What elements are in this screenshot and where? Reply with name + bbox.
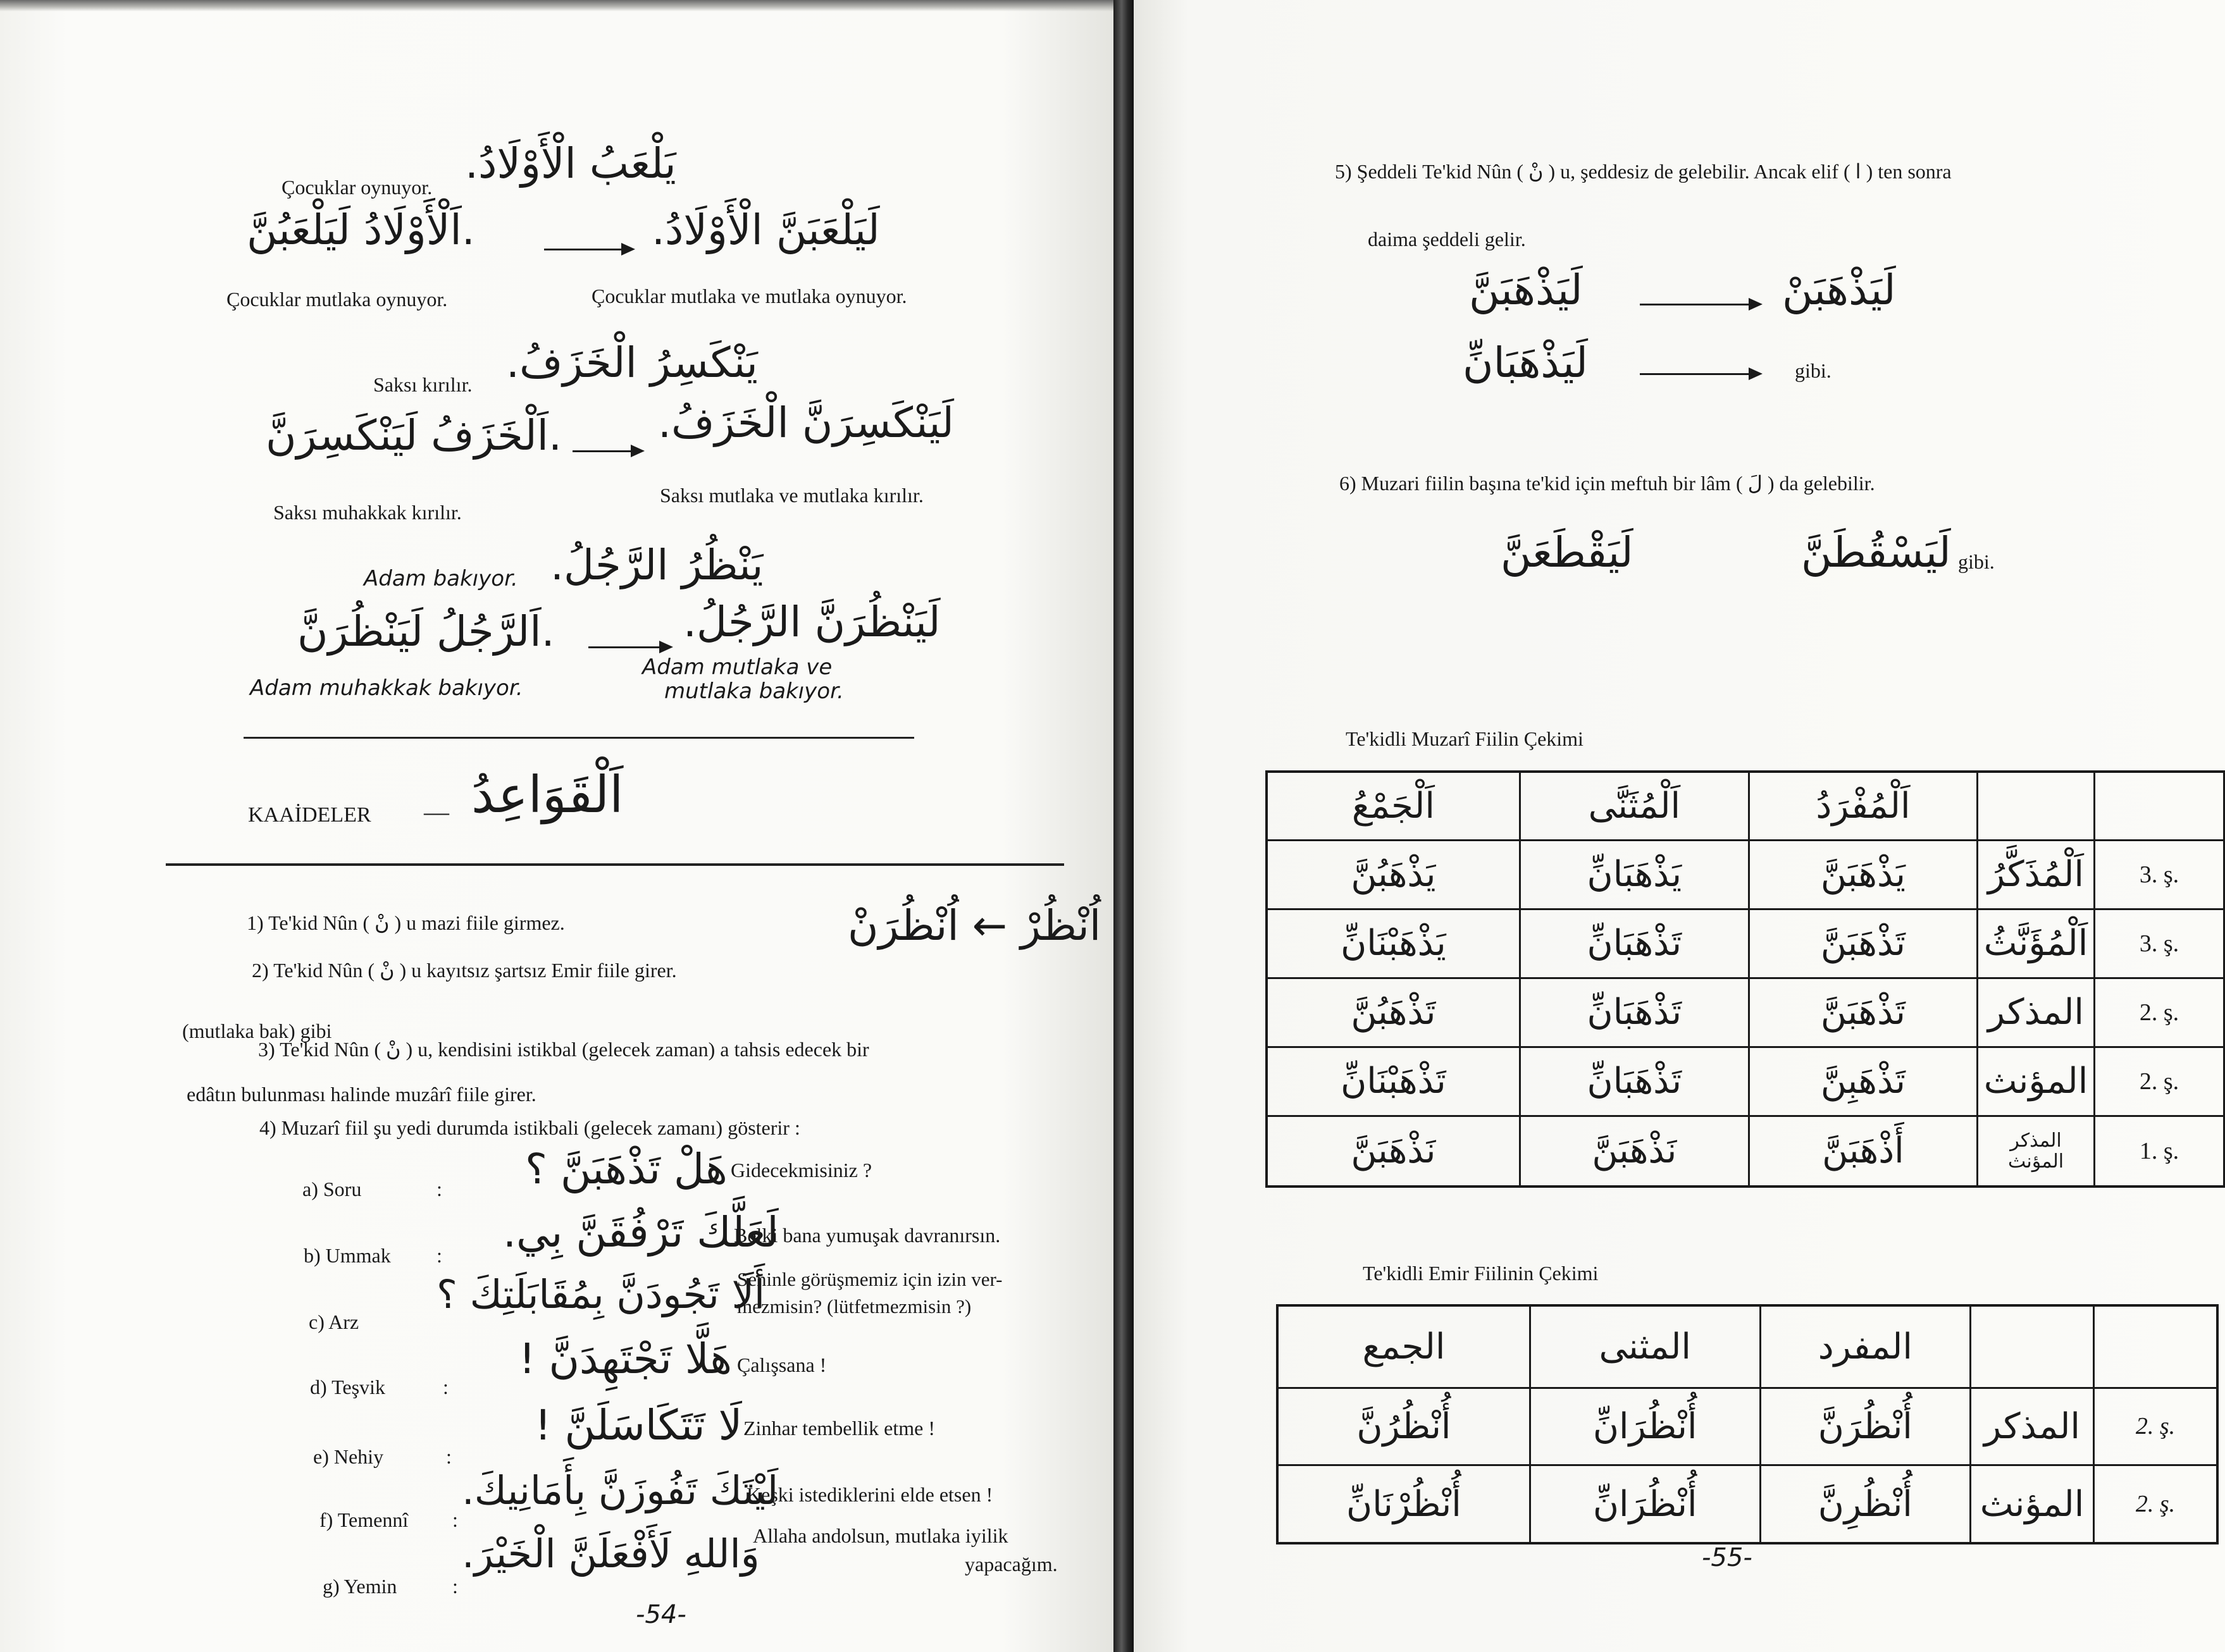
ex1-turkish-a: Çocuklar mutlaka ve mutlaka oynuyor. xyxy=(592,285,907,307)
header-muthanna: المثنى xyxy=(1530,1305,1760,1388)
rule-4: 4) Muzarî fiil şu yedi durumda istikbali (gelecek zamanı) gösterir : xyxy=(259,1116,800,1139)
cell-mufrad: تَذْهَبَنَّ xyxy=(1749,909,1977,978)
case-turkish: Keşki istediklerini elde etsen ! xyxy=(747,1483,993,1506)
rule5-example-left-2: لَيَذْهَبَانِّ xyxy=(1463,338,1588,387)
cell-muthanna: أُنْظُرَانِّ xyxy=(1530,1388,1760,1465)
section-heading-arabic: اَلْقَوَاعِدُ xyxy=(471,765,624,824)
case-label: a) Soru xyxy=(302,1178,362,1200)
ex1-arabic-emph-b: .اَلْأَوْلَادُ لَيَلْعَبُنَّ xyxy=(247,206,475,254)
header-mufrad: اَلْمُفْرَدُ xyxy=(1749,772,1977,840)
rule-2-example: اُنْظُرْ ← اُنْظُرَنْ xyxy=(848,901,1101,950)
table1-title: Te'kidli Muzarî Fiilin Çekimi xyxy=(1346,727,1584,750)
cell-jam: تَذْهَبْنَانِّ xyxy=(1267,1047,1520,1116)
ex1-turkish-plain: Çocuklar oynuyor. xyxy=(282,176,433,199)
ex2-turkish-a: Saksı mutlaka ve mutlaka kırılır. xyxy=(660,484,924,507)
ex3-arabic-emph-a: لَيَنْظُرَنَّ الرَّجُلُ. xyxy=(683,598,941,646)
right-page xyxy=(1134,0,2225,1652)
ex3-arrow xyxy=(588,646,671,648)
cell-person: 3. ş. xyxy=(2095,909,2225,978)
heading-dash: — xyxy=(424,798,449,826)
table-row xyxy=(1277,1388,2217,1465)
case-turkish-cont: mezmisin? (lütfetmezmisin ?) xyxy=(737,1295,972,1317)
ex2-arabic-emph-a: لَيَنْكَسِرَنَّ الْخَزَفُ. xyxy=(658,398,954,447)
table2-title: Te'kidli Emir Fiilinin Çekimi xyxy=(1363,1262,1599,1285)
rule-3-line2: edâtın bulunması halinde muzârî fiile girer. xyxy=(187,1083,536,1106)
rule-5-line1: 5) Şeddeli Te'kid Nûn ( نْ ) u, şeddesiz de gelebilir. Ancak elif ( ا ) ten sonra xyxy=(1335,160,1952,183)
header-empty xyxy=(1971,1305,2094,1388)
cell-muthanna: تَذْهَبَانِّ xyxy=(1520,978,1749,1047)
rule-1: 1) Te'kid Nûn ( نْ ) u mazi fiile girmez. xyxy=(247,911,565,934)
cell-jam: نَذْهَبَنَّ xyxy=(1267,1116,1520,1187)
rule-3-line1: 3) Te'kid Nûn ( نْ ) u, kendisini istikbal (gelecek zaman) a tahsis edecek bir xyxy=(258,1038,869,1061)
table-row xyxy=(1267,1116,2224,1187)
header-mufrad: المفرد xyxy=(1760,1305,1970,1388)
case-colon: : xyxy=(452,1575,458,1598)
case-arabic: هَلْ تَذْهَبَنَّ ؟ xyxy=(525,1145,728,1193)
header-jam: الجمع xyxy=(1277,1305,1530,1388)
cell-gender: اَلْمُؤَنَّثُ xyxy=(1978,909,2095,978)
cell-muthanna: تَذْهَبَانِّ xyxy=(1520,1047,1749,1116)
book-gutter xyxy=(1113,0,1134,1652)
ex2-turkish-b: Saksı muhakkak kırılır. xyxy=(273,501,462,524)
cell-person: 2. ş. xyxy=(2094,1465,2218,1543)
rule-2-cont: (mutlaka bak) gibi xyxy=(182,1020,332,1042)
table-row xyxy=(1267,840,2224,909)
rule5-example-left-1: لَيَذْهَبَنَّ xyxy=(1469,266,1583,314)
ex1-arrow xyxy=(544,249,633,250)
cell-muthanna: يَذْهَبَانِّ xyxy=(1520,840,1749,909)
rule6-gibi: gibi. xyxy=(1958,550,1995,573)
rule5-example-right: لَيَذْهَبَنْ xyxy=(1782,266,1896,314)
cell-muthanna: تَذْهَبَانِّ xyxy=(1520,909,1749,978)
ex1-arabic-emph-a: لَيَلْعَبَنَّ الْأَوْلَادُ. xyxy=(652,206,880,254)
cell-person: 2. ş. xyxy=(2095,978,2225,1047)
case-turkish: Gidecekmisiniz ? xyxy=(731,1159,872,1181)
cell-mufrad: أُنْظُرَنَّ xyxy=(1760,1388,1970,1465)
cell-muthanna: أُنْظُرَانِّ xyxy=(1530,1465,1760,1543)
section-divider-short xyxy=(244,737,914,739)
rule-5-line2: daima şeddeli gelir. xyxy=(1368,228,1526,250)
case-colon: : xyxy=(443,1376,449,1398)
case-turkish: Çalışsana ! xyxy=(737,1353,827,1376)
cell-person: 1. ş. xyxy=(2095,1116,2225,1187)
table-row xyxy=(1267,909,2224,978)
cell-gender: المؤنث xyxy=(1971,1465,2094,1543)
case-arabic: لَيْتَكَ تَفُوزَنَّ بِأَمَانِيكَ. xyxy=(462,1467,779,1513)
ex3-turkish-a-line2: mutlaka bakıyor. xyxy=(664,679,844,704)
case-arabic: هَلَّا تَجْتَهِدَنَّ ! xyxy=(519,1335,733,1383)
cell-person: 3. ş. xyxy=(2095,840,2225,909)
cell-mufrad: تَذْهَبِنَّ xyxy=(1749,1047,1977,1116)
case-colon: : xyxy=(437,1244,442,1267)
ex3-turkish-a-line1: Adam mutlaka ve xyxy=(642,655,833,680)
cell-gender: المذكر xyxy=(1978,978,2095,1047)
case-label: d) Teşvik xyxy=(310,1376,385,1398)
case-label: e) Nehiy xyxy=(313,1445,384,1468)
case-label: c) Arz xyxy=(309,1310,359,1333)
rule5-arrow-1 xyxy=(1640,304,1760,305)
page-number-left: -54- xyxy=(636,1600,686,1629)
cell-gender: المذكر المؤنث xyxy=(1978,1116,2095,1187)
case-colon: : xyxy=(446,1445,452,1468)
ex1-arabic-plain: يَلْعَبُ الْأَوْلَادُ. xyxy=(465,139,676,188)
rule5-arrow-2 xyxy=(1640,373,1760,375)
rule6-example-left: لَيَقْطَعَنَّ xyxy=(1501,528,1633,577)
rule-6: 6) Muzari fiilin başına te'kid için meftuh bir lâm ( لَ ) da gelebilir. xyxy=(1339,472,1875,495)
ex2-turkish-plain: Saksı kırılır. xyxy=(373,373,473,396)
section-divider-long xyxy=(166,863,1064,866)
table-row xyxy=(1267,978,2224,1047)
case-turkish: Belki bana yumuşak davranırsın. xyxy=(734,1224,1001,1247)
case-arabic: لَعَلَّكَ تَرْفُقَنَّ بِي. xyxy=(503,1208,779,1257)
cell-gender: المذكر xyxy=(1971,1388,2094,1465)
cell-gender: اَلْمُذَكَّرُ xyxy=(1978,840,2095,909)
cell-jam: يَذْهَبُنَّ xyxy=(1267,840,1520,909)
rule5-gibi: gibi. xyxy=(1795,359,1831,382)
tekidli-emir-table xyxy=(1276,1304,2219,1544)
case-arabic: لَا تَتَكَاسَلَنَّ ! xyxy=(535,1401,743,1450)
page-number-right: -55- xyxy=(1702,1543,1752,1572)
ex3-arabic-emph-b: .اَلرَّجُلُ لَيَنْظُرَنَّ xyxy=(297,607,555,656)
cell-muthanna: نَذْهَبَنَّ xyxy=(1520,1116,1749,1187)
ex2-arrow xyxy=(573,450,642,452)
case-turkish: Allaha andolsun, mutlaka iyilik xyxy=(753,1524,1008,1547)
cell-jam: يَذْهَبْنَانِّ xyxy=(1267,909,1520,978)
cell-person: 2. ş. xyxy=(2095,1047,2225,1116)
ex1-turkish-b: Çocuklar mutlaka oynuyor. xyxy=(226,288,448,311)
case-turkish-cont: yapacağım. xyxy=(965,1553,1058,1575)
cell-jam: أُنْظُرُنَّ xyxy=(1277,1388,1530,1465)
cell-mufrad: أُنْظُرِنَّ xyxy=(1760,1465,1970,1543)
header-empty xyxy=(1978,772,2095,840)
header-empty xyxy=(2095,772,2225,840)
ex2-arabic-plain: يَنْكَسِرُ الْخَزَفُ. xyxy=(506,338,758,387)
rule-2: 2) Te'kid Nûn ( نْ ) u kayıtsız şartsız Emir fiile girer. xyxy=(252,959,677,982)
header-jam: اَلْجَمْعُ xyxy=(1267,772,1520,840)
case-colon: : xyxy=(452,1508,458,1531)
ex2-arabic-emph-b: .اَلْخَزَفُ لَيَنْكَسِرَنَّ xyxy=(266,411,562,460)
cell-mufrad: يَذْهَبَنَّ xyxy=(1749,840,1977,909)
header-empty xyxy=(2094,1305,2218,1388)
tekidli-muzari-table xyxy=(1265,770,2225,1188)
section-heading: KAAİDELER xyxy=(248,803,371,827)
cell-jam: تَذْهَبُنَّ xyxy=(1267,978,1520,1047)
ex3-arabic-plain: يَنْظُرُ الرَّجُلُ. xyxy=(550,541,764,589)
case-label: g) Yemin xyxy=(323,1575,397,1598)
case-turkish: Seninle görüşmemiz için izin ver- xyxy=(737,1268,1003,1290)
case-turkish: Zinhar tembellik etme ! xyxy=(743,1417,935,1439)
table-row xyxy=(1267,1047,2224,1116)
case-colon: : xyxy=(437,1178,442,1200)
cell-person: 2. ş. xyxy=(2094,1388,2218,1465)
ex3-turkish-b: Adam muhakkak bakıyor. xyxy=(250,675,523,701)
case-arabic: وَاللهِ لَأَفْعَلَنَّ الْخَيْرَ. xyxy=(462,1531,760,1577)
cell-mufrad: تَذْهَبَنَّ xyxy=(1749,978,1977,1047)
cell-jam: أُنْظُرْنَانِّ xyxy=(1277,1465,1530,1543)
cell-gender: المؤنث xyxy=(1978,1047,2095,1116)
case-label: b) Ummak xyxy=(304,1244,391,1267)
page-top-shadow xyxy=(0,0,1113,11)
case-label: f) Temennî xyxy=(319,1508,409,1531)
header-muthanna: اَلْمُثَنَّى xyxy=(1520,772,1749,840)
cell-mufrad: أَذْهَبَنَّ xyxy=(1749,1116,1977,1187)
ex3-turkish-plain: Adam bakıyor. xyxy=(364,566,518,591)
rule6-example-right: لَيَسْقُطَنَّ xyxy=(1801,528,1951,577)
table-row xyxy=(1277,1465,2217,1543)
case-arabic: أَلَا تَجُودَنَّ بِمُقَابَلَتِكَ ؟ xyxy=(437,1271,765,1317)
